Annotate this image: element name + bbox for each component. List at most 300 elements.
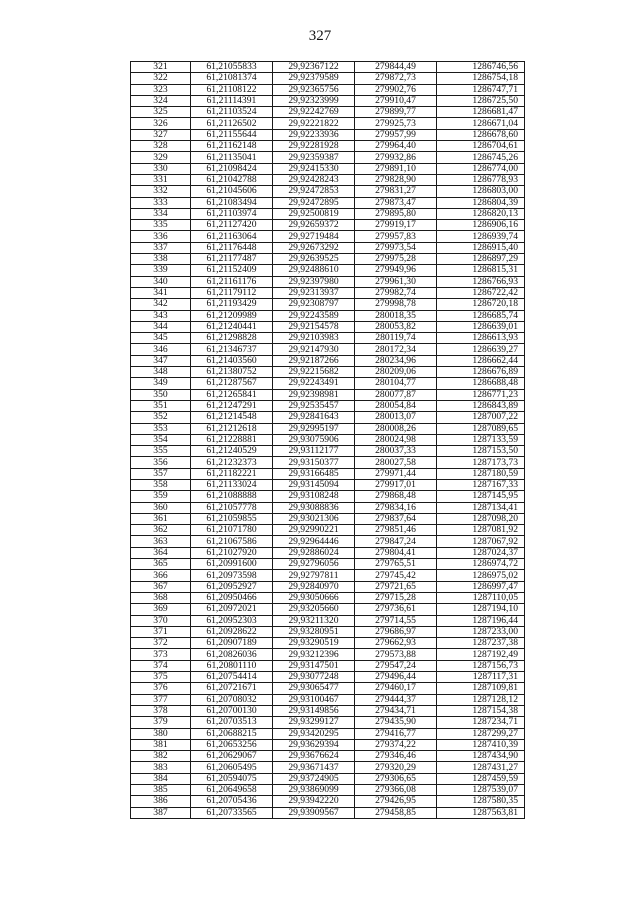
table-row [131,728,525,739]
point-number-cell: 358 [131,479,191,490]
y-coordinate-cell: 1287110,05 [437,592,525,603]
longitude-cell: 29,92500819 [273,208,355,219]
x-coordinate-cell: 279895,80 [355,208,437,219]
x-coordinate-cell: 279745,42 [355,570,437,581]
latitude-cell: 61,21098424 [191,163,273,174]
point-number-cell: 350 [131,389,191,400]
x-coordinate-cell: 279416,77 [355,728,437,739]
latitude-cell: 61,21126502 [191,118,273,129]
latitude-cell: 61,21162148 [191,141,273,152]
longitude-cell: 29,93088836 [273,502,355,513]
latitude-cell: 61,21380752 [191,367,273,378]
y-coordinate-cell: 1287192,49 [437,649,525,660]
latitude-cell: 61,21127420 [191,220,273,231]
table-row [131,491,525,502]
x-coordinate-cell: 279306,65 [355,773,437,784]
longitude-cell: 29,92472853 [273,186,355,197]
y-coordinate-cell: 1286676,89 [437,367,525,378]
y-coordinate-cell: 1286915,40 [437,242,525,253]
latitude-cell: 61,20705436 [191,796,273,807]
longitude-cell: 29,92535457 [273,400,355,411]
point-number-cell: 360 [131,502,191,513]
y-coordinate-cell: 1286774,00 [437,163,525,174]
table-row [131,468,525,479]
coordinates-table-body [131,62,525,819]
y-coordinate-cell: 1286975,02 [437,570,525,581]
x-coordinate-cell: 279434,71 [355,705,437,716]
y-coordinate-cell: 1287410,39 [437,739,525,750]
x-coordinate-cell: 279899,77 [355,107,437,118]
table-row [131,152,525,163]
latitude-cell: 61,21265841 [191,389,273,400]
y-coordinate-cell: 1286745,26 [437,152,525,163]
x-coordinate-cell: 280054,84 [355,400,437,411]
y-coordinate-cell: 1287234,71 [437,717,525,728]
table-row [131,141,525,152]
table-row [131,321,525,332]
longitude-cell: 29,92415330 [273,163,355,174]
point-number-cell: 346 [131,344,191,355]
table-row [131,276,525,287]
longitude-cell: 29,92313937 [273,287,355,298]
point-number-cell: 374 [131,660,191,671]
y-coordinate-cell: 1287133,59 [437,434,525,445]
x-coordinate-cell: 279872,73 [355,73,437,84]
table-row [131,773,525,784]
table-row [131,333,525,344]
x-coordinate-cell: 280018,35 [355,310,437,321]
table-row [131,299,525,310]
x-coordinate-cell: 280104,77 [355,378,437,389]
x-coordinate-cell: 279320,29 [355,762,437,773]
x-coordinate-cell: 279834,16 [355,502,437,513]
y-coordinate-cell: 1287067,92 [437,536,525,547]
longitude-cell: 29,92797811 [273,570,355,581]
longitude-cell: 29,93147501 [273,660,355,671]
point-number-cell: 353 [131,423,191,434]
latitude-cell: 61,21403560 [191,355,273,366]
longitude-cell: 29,93075906 [273,434,355,445]
latitude-cell: 61,20950466 [191,592,273,603]
y-coordinate-cell: 1286997,47 [437,581,525,592]
longitude-cell: 29,93077248 [273,672,355,683]
longitude-cell: 29,93108248 [273,491,355,502]
longitude-cell: 29,92886024 [273,547,355,558]
latitude-cell: 61,21346737 [191,344,273,355]
latitude-cell: 61,21042788 [191,174,273,185]
point-number-cell: 380 [131,728,191,739]
latitude-cell: 61,21209989 [191,310,273,321]
x-coordinate-cell: 279496,44 [355,672,437,683]
coordinates-table [130,61,525,819]
x-coordinate-cell: 279714,55 [355,615,437,626]
point-number-cell: 330 [131,163,191,174]
point-number-cell: 379 [131,717,191,728]
y-coordinate-cell: 1287098,20 [437,513,525,524]
x-coordinate-cell: 280119,74 [355,333,437,344]
point-number-cell: 331 [131,174,191,185]
x-coordinate-cell: 279982,74 [355,287,437,298]
latitude-cell: 61,20721671 [191,683,273,694]
y-coordinate-cell: 1286704,61 [437,141,525,152]
point-number-cell: 369 [131,604,191,615]
x-coordinate-cell: 280037,33 [355,446,437,457]
longitude-cell: 29,93145094 [273,479,355,490]
latitude-cell: 61,20703513 [191,717,273,728]
point-number-cell: 377 [131,694,191,705]
table-row [131,796,525,807]
x-coordinate-cell: 279925,73 [355,118,437,129]
point-number-cell: 366 [131,570,191,581]
latitude-cell: 61,20826036 [191,649,273,660]
y-coordinate-cell: 1287081,92 [437,525,525,536]
table-row [131,739,525,750]
longitude-cell: 29,92308797 [273,299,355,310]
point-number-cell: 378 [131,705,191,716]
point-number-cell: 321 [131,62,191,73]
y-coordinate-cell: 1287117,31 [437,672,525,683]
y-coordinate-cell: 1286771,23 [437,389,525,400]
point-number-cell: 373 [131,649,191,660]
latitude-cell: 61,20973598 [191,570,273,581]
point-number-cell: 328 [131,141,191,152]
x-coordinate-cell: 279346,46 [355,751,437,762]
latitude-cell: 61,20972021 [191,604,273,615]
longitude-cell: 29,92840970 [273,581,355,592]
longitude-cell: 29,93909567 [273,807,355,818]
y-coordinate-cell: 1286678,60 [437,129,525,140]
longitude-cell: 29,93166485 [273,468,355,479]
point-number-cell: 345 [131,333,191,344]
latitude-cell: 61,21103524 [191,107,273,118]
y-coordinate-cell: 1286803,00 [437,186,525,197]
y-coordinate-cell: 1287563,81 [437,807,525,818]
point-number-cell: 367 [131,581,191,592]
longitude-cell: 29,92233936 [273,129,355,140]
point-number-cell: 324 [131,95,191,106]
y-coordinate-cell: 1286778,93 [437,174,525,185]
table-row [131,694,525,705]
point-number-cell: 348 [131,367,191,378]
longitude-cell: 29,92659372 [273,220,355,231]
point-number-cell: 347 [131,355,191,366]
y-coordinate-cell: 1286671,04 [437,118,525,129]
latitude-cell: 61,21114391 [191,95,273,106]
table-row [131,208,525,219]
x-coordinate-cell: 279662,93 [355,638,437,649]
x-coordinate-cell: 279971,44 [355,468,437,479]
y-coordinate-cell: 1286843,89 [437,400,525,411]
y-coordinate-cell: 1287134,41 [437,502,525,513]
latitude-cell: 61,20688215 [191,728,273,739]
longitude-cell: 29,92990221 [273,525,355,536]
table-row [131,310,525,321]
latitude-cell: 61,21163064 [191,231,273,242]
y-coordinate-cell: 1287156,73 [437,660,525,671]
x-coordinate-cell: 280013,07 [355,412,437,423]
y-coordinate-cell: 1286747,71 [437,84,525,95]
table-row [131,604,525,615]
latitude-cell: 61,21161176 [191,276,273,287]
x-coordinate-cell: 279460,17 [355,683,437,694]
y-coordinate-cell: 1286897,29 [437,254,525,265]
point-number-cell: 387 [131,807,191,818]
longitude-cell: 29,93869099 [273,785,355,796]
table-row [131,717,525,728]
point-number-cell: 339 [131,265,191,276]
x-coordinate-cell: 279426,95 [355,796,437,807]
longitude-cell: 29,92995197 [273,423,355,434]
point-number-cell: 386 [131,796,191,807]
longitude-cell: 29,92397980 [273,276,355,287]
y-coordinate-cell: 1286720,18 [437,299,525,310]
longitude-cell: 29,92841643 [273,412,355,423]
longitude-cell: 29,93112177 [273,446,355,457]
x-coordinate-cell: 280077,87 [355,389,437,400]
latitude-cell: 61,21057778 [191,502,273,513]
table-row [131,389,525,400]
longitude-cell: 29,92281928 [273,141,355,152]
x-coordinate-cell: 279547,24 [355,660,437,671]
point-number-cell: 359 [131,491,191,502]
latitude-cell: 61,20991600 [191,559,273,570]
latitude-cell: 61,21212618 [191,423,273,434]
y-coordinate-cell: 1286685,74 [437,310,525,321]
table-row [131,513,525,524]
latitude-cell: 61,21045606 [191,186,273,197]
point-number-cell: 363 [131,536,191,547]
x-coordinate-cell: 279804,41 [355,547,437,558]
y-coordinate-cell: 1286613,93 [437,333,525,344]
y-coordinate-cell: 1286804,39 [437,197,525,208]
y-coordinate-cell: 1286974,72 [437,559,525,570]
longitude-cell: 29,92639525 [273,254,355,265]
x-coordinate-cell: 279837,64 [355,513,437,524]
y-coordinate-cell: 1286906,16 [437,220,525,231]
y-coordinate-cell: 1287194,10 [437,604,525,615]
point-number-cell: 355 [131,446,191,457]
table-row [131,479,525,490]
point-number-cell: 349 [131,378,191,389]
table-row [131,615,525,626]
longitude-cell: 29,92103983 [273,333,355,344]
point-number-cell: 352 [131,412,191,423]
longitude-cell: 29,92359387 [273,152,355,163]
x-coordinate-cell: 279686,97 [355,626,437,637]
latitude-cell: 61,21133024 [191,479,273,490]
table-row [131,434,525,445]
longitude-cell: 29,92147930 [273,344,355,355]
table-row [131,174,525,185]
y-coordinate-cell: 1286725,50 [437,95,525,106]
point-number-cell: 383 [131,762,191,773]
latitude-cell: 61,20700130 [191,705,273,716]
y-coordinate-cell: 1286939,74 [437,231,525,242]
table-row [131,107,525,118]
longitude-cell: 29,93671437 [273,762,355,773]
point-number-cell: 336 [131,231,191,242]
x-coordinate-cell: 279973,54 [355,242,437,253]
table-row [131,197,525,208]
x-coordinate-cell: 279765,51 [355,559,437,570]
point-number-cell: 356 [131,457,191,468]
table-row [131,660,525,671]
table-row [131,423,525,434]
table-row [131,502,525,513]
point-number-cell: 376 [131,683,191,694]
y-coordinate-cell: 1287007,22 [437,412,525,423]
point-number-cell: 384 [131,773,191,784]
longitude-cell: 29,92221822 [273,118,355,129]
x-coordinate-cell: 279975,28 [355,254,437,265]
point-number-cell: 326 [131,118,191,129]
point-number-cell: 332 [131,186,191,197]
y-coordinate-cell: 1287431,27 [437,762,525,773]
table-row [131,118,525,129]
x-coordinate-cell: 279844,49 [355,62,437,73]
table-row [131,412,525,423]
point-number-cell: 372 [131,638,191,649]
point-number-cell: 341 [131,287,191,298]
point-number-cell: 385 [131,785,191,796]
point-number-cell: 375 [131,672,191,683]
x-coordinate-cell: 279910,47 [355,95,437,106]
longitude-cell: 29,93676624 [273,751,355,762]
latitude-cell: 61,21071780 [191,525,273,536]
latitude-cell: 61,21240441 [191,321,273,332]
x-coordinate-cell: 279847,24 [355,536,437,547]
longitude-cell: 29,93629394 [273,739,355,750]
longitude-cell: 29,92796056 [273,559,355,570]
x-coordinate-cell: 279873,47 [355,197,437,208]
longitude-cell: 29,92215682 [273,367,355,378]
table-row [131,84,525,95]
latitude-cell: 61,21067586 [191,536,273,547]
point-number-cell: 327 [131,129,191,140]
y-coordinate-cell: 1286766,93 [437,276,525,287]
x-coordinate-cell: 279917,01 [355,479,437,490]
x-coordinate-cell: 279949,96 [355,265,437,276]
y-coordinate-cell: 1287237,38 [437,638,525,649]
point-number-cell: 340 [131,276,191,287]
point-number-cell: 323 [131,84,191,95]
y-coordinate-cell: 1287459,59 [437,773,525,784]
y-coordinate-cell: 1286662,44 [437,355,525,366]
table-row [131,62,525,73]
point-number-cell: 382 [131,751,191,762]
table-row [131,287,525,298]
table-row [131,751,525,762]
x-coordinate-cell: 279573,88 [355,649,437,660]
longitude-cell: 29,92243491 [273,378,355,389]
point-number-cell: 334 [131,208,191,219]
point-number-cell: 361 [131,513,191,524]
latitude-cell: 61,20629067 [191,751,273,762]
point-number-cell: 351 [131,400,191,411]
table-row [131,344,525,355]
point-number-cell: 333 [131,197,191,208]
latitude-cell: 61,20801110 [191,660,273,671]
longitude-cell: 29,93212396 [273,649,355,660]
table-row [131,73,525,84]
longitude-cell: 29,93065477 [273,683,355,694]
point-number-cell: 338 [131,254,191,265]
longitude-cell: 29,92398981 [273,389,355,400]
table-row [131,163,525,174]
y-coordinate-cell: 1287434,90 [437,751,525,762]
table-row [131,672,525,683]
x-coordinate-cell: 280234,96 [355,355,437,366]
latitude-cell: 61,21182221 [191,468,273,479]
table-row [131,683,525,694]
x-coordinate-cell: 279458,85 [355,807,437,818]
y-coordinate-cell: 1286820,13 [437,208,525,219]
table-row [131,547,525,558]
y-coordinate-cell: 1287539,07 [437,785,525,796]
y-coordinate-cell: 1286722,42 [437,287,525,298]
x-coordinate-cell: 279366,08 [355,785,437,796]
table-row [131,95,525,106]
point-number-cell: 322 [131,73,191,84]
latitude-cell: 61,20733565 [191,807,273,818]
point-number-cell: 329 [131,152,191,163]
latitude-cell: 61,21081374 [191,73,273,84]
point-number-cell: 335 [131,220,191,231]
latitude-cell: 61,21083494 [191,197,273,208]
latitude-cell: 61,21179112 [191,287,273,298]
y-coordinate-cell: 1287580,35 [437,796,525,807]
x-coordinate-cell: 279444,37 [355,694,437,705]
longitude-cell: 29,93420295 [273,728,355,739]
y-coordinate-cell: 1287089,65 [437,423,525,434]
table-row [131,400,525,411]
longitude-cell: 29,93050666 [273,592,355,603]
latitude-cell: 61,20907189 [191,638,273,649]
latitude-cell: 61,21247291 [191,400,273,411]
longitude-cell: 29,93205660 [273,604,355,615]
table-row [131,592,525,603]
y-coordinate-cell: 1286746,56 [437,62,525,73]
longitude-cell: 29,92365756 [273,84,355,95]
table-row [131,638,525,649]
latitude-cell: 61,20952927 [191,581,273,592]
x-coordinate-cell: 280053,82 [355,321,437,332]
y-coordinate-cell: 1287173,73 [437,457,525,468]
x-coordinate-cell: 280027,58 [355,457,437,468]
latitude-cell: 61,21214548 [191,412,273,423]
latitude-cell: 61,20952303 [191,615,273,626]
latitude-cell: 61,20754414 [191,672,273,683]
y-coordinate-cell: 1287128,12 [437,694,525,705]
x-coordinate-cell: 279851,46 [355,525,437,536]
y-coordinate-cell: 1287154,38 [437,705,525,716]
point-number-cell: 368 [131,592,191,603]
table-row [131,649,525,660]
table-row [131,231,525,242]
table-row [131,242,525,253]
y-coordinate-cell: 1287180,59 [437,468,525,479]
longitude-cell: 29,93290519 [273,638,355,649]
latitude-cell: 61,21108122 [191,84,273,95]
longitude-cell: 29,93150377 [273,457,355,468]
point-number-cell: 364 [131,547,191,558]
y-coordinate-cell: 1286815,31 [437,265,525,276]
latitude-cell: 61,21135041 [191,152,273,163]
point-number-cell: 362 [131,525,191,536]
y-coordinate-cell: 1287233,00 [437,626,525,637]
latitude-cell: 61,20653256 [191,739,273,750]
y-coordinate-cell: 1287109,81 [437,683,525,694]
